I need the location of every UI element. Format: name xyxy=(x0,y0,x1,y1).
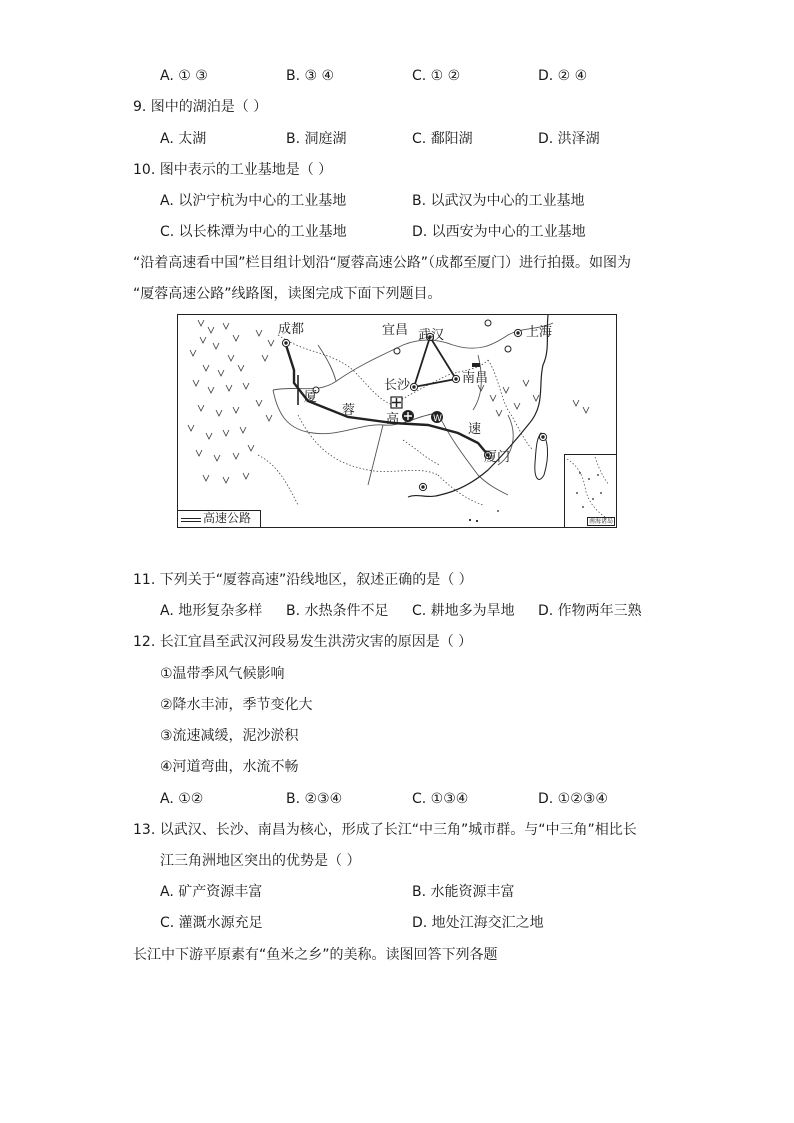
q11-option-c: C. 耕地多为旱地 xyxy=(412,603,515,619)
label-shanghai: 上海 xyxy=(526,325,553,340)
label-wuhan: 武汉 xyxy=(418,328,445,343)
passage-intro-line2: “厦蓉高速公路”线路图，读图完成下面下列题目。 xyxy=(133,286,442,302)
expressway-route-map xyxy=(177,314,617,528)
q10-stem: 10. 图中表示的工业基地是（ ） xyxy=(133,162,333,178)
q12-stem: 12. 长江宜昌至武汉河段易发生洪涝灾害的原因是（ ） xyxy=(133,634,473,650)
svg-text:W: W xyxy=(433,414,442,424)
q8-option-a: A. ① ③ xyxy=(160,68,208,84)
label-su: 速 xyxy=(468,422,482,437)
q11-option-d: D. 作物两年三熟 xyxy=(538,603,642,619)
q10-option-c: C. 以长株潭为中心的工业基地 xyxy=(160,224,347,240)
q10-option-a: A. 以沪宁杭为中心的工业基地 xyxy=(160,193,347,209)
label-changsha: 长沙 xyxy=(384,378,411,393)
south-china-sea-inset xyxy=(564,454,616,527)
legend-label: 高速公路 xyxy=(203,511,252,525)
q13-option-b: B. 水能资源丰富 xyxy=(412,884,515,900)
q12-option-c: C. ①③④ xyxy=(412,791,469,807)
q9-option-c: C. 鄱阳湖 xyxy=(412,131,473,147)
q9-option-a: A. 太湖 xyxy=(160,131,207,147)
q8-option-d: D. ② ④ xyxy=(538,68,588,84)
q10-option-b: B. 以武汉为中心的工业基地 xyxy=(412,193,585,209)
q10-option-d: D. 以西安为中心的工业基地 xyxy=(412,224,586,240)
q11-stem: 11. 下列关于“厦蓉高速”沿线地区，叙述正确的是（ ） xyxy=(133,572,473,588)
q12-option-a: A. ①② xyxy=(160,791,204,807)
q9-stem: 9. 图中的湖泊是（ ） xyxy=(133,99,268,115)
q11-option-a: A. 地形复杂多样 xyxy=(160,603,263,619)
label-yichang: 宜昌 xyxy=(382,323,409,338)
q13-option-c: C. 灌溉水源充足 xyxy=(160,915,263,931)
label-xiamen: 厦门 xyxy=(484,450,511,465)
q9-option-b: B. 洞庭湖 xyxy=(286,131,347,147)
label-rong: 蓉 xyxy=(342,403,356,418)
passage-intro-line1: “沿着高速看中国”栏目组计划沿“厦蓉高速公路”（成都至厦门）进行拍摄。如图为 xyxy=(133,255,632,271)
label-chengdu: 成都 xyxy=(278,322,305,337)
expressway-legend-symbol xyxy=(181,518,201,522)
passage-intro-2: 长江中下游平原素有“鱼米之乡”的美称。读图回答下列各题 xyxy=(133,947,498,963)
q13-stem-line2: 江三角洲地区突出的优势是（ ） xyxy=(160,853,361,869)
mountain-hatching xyxy=(188,320,589,483)
q13-option-a: A. 矿产资源丰富 xyxy=(160,884,263,900)
q13-stem-line1: 13. 以武汉、长沙、南昌为核心，形成了长江“中三角”城市群。与“中三角”相比长 xyxy=(133,822,637,838)
q12-item-2: ②降水丰沛，季节变化大 xyxy=(160,697,313,713)
q8-option-b: B. ③ ④ xyxy=(286,68,335,84)
map-legend xyxy=(178,510,261,527)
q11-option-b: B. 水热条件不足 xyxy=(286,603,389,619)
q12-option-b: B. ②③④ xyxy=(286,791,343,807)
q12-item-3: ③流速减缓，泥沙淤积 xyxy=(160,728,299,744)
q8-option-c: C. ① ② xyxy=(412,68,461,84)
inset-caption: 南海诸岛 xyxy=(588,518,613,525)
label-gao: 高 xyxy=(386,412,400,427)
q12-option-d: D. ①②③④ xyxy=(538,791,608,807)
q9-option-d: D. 洪泽湖 xyxy=(538,131,600,147)
q12-item-4: ④河道弯曲，水流不畅 xyxy=(160,759,299,775)
label-nanchang: 南昌 xyxy=(462,371,489,386)
city-markers xyxy=(282,320,546,491)
q12-item-1: ①温带季风气候影响 xyxy=(160,666,285,682)
q13-option-d: D. 地处江海交汇之地 xyxy=(412,915,544,931)
sea-dots xyxy=(469,510,499,522)
label-xia: 厦 xyxy=(304,390,318,405)
